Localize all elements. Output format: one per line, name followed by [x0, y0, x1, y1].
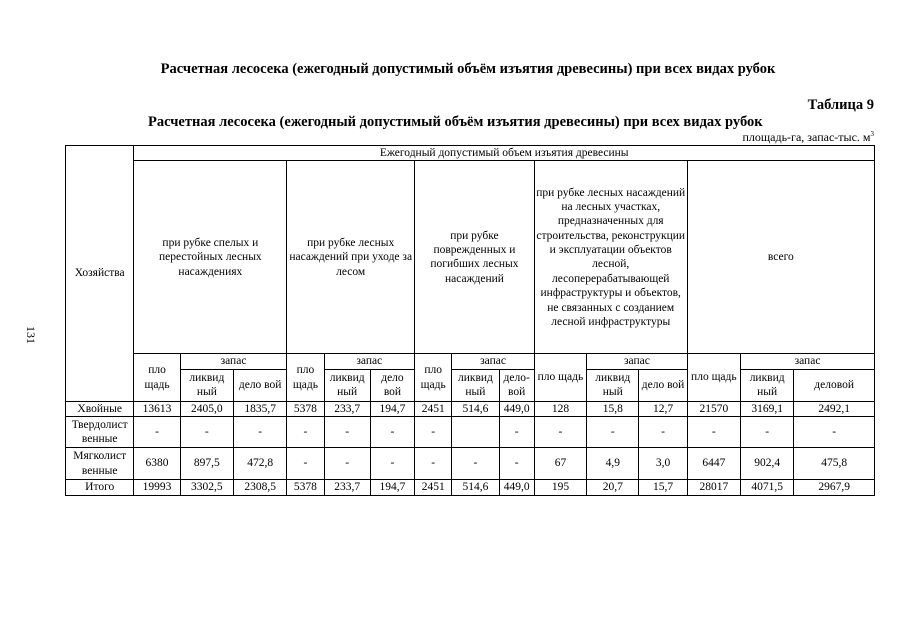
table-body	[66, 401, 875, 495]
table-cell: 2492,1	[794, 401, 875, 416]
table-cell: 28017	[687, 480, 740, 495]
table-cell: 5378	[287, 401, 324, 416]
main-header: Ежегодный допустимый объем изъятия древесины	[134, 146, 875, 161]
table-cell: 4071,5	[741, 480, 794, 495]
table-cell: 2967,9	[794, 480, 875, 495]
table-cell: 5378	[287, 480, 324, 495]
table-row	[66, 417, 875, 448]
area-header: пло щадь	[415, 354, 452, 401]
table-cell: 514,6	[452, 401, 499, 416]
table-cell: 233,7	[324, 401, 370, 416]
table-cell: 449,0	[499, 401, 534, 416]
table-cell: 472,8	[234, 448, 287, 480]
table-cell: -	[499, 417, 534, 448]
table-cell: 67	[534, 448, 586, 480]
stock-header: запас	[741, 354, 875, 369]
business-header: дело вой	[370, 369, 414, 401]
table-cell: 19993	[134, 480, 180, 495]
liquid-header: ликвид ный	[741, 369, 794, 401]
table-cell: -	[234, 417, 287, 448]
farm-header: Хозяйства	[66, 146, 134, 402]
table-cell: -	[287, 417, 324, 448]
document-title: Расчетная лесосека (ежегодный допустимый объём изъятия древесины) при всех видах рубок	[160, 61, 776, 77]
page-number: 131	[24, 326, 38, 344]
table-cell: 15,8	[587, 401, 639, 416]
table-cell: 2451	[415, 480, 452, 495]
table-cell: -	[587, 417, 639, 448]
group-header-2: при рубке лесных насаждений при уходе за лесом	[287, 161, 415, 354]
area-header: пло щадь	[287, 354, 324, 401]
table-cell: -	[370, 417, 414, 448]
business-header: дело вой	[234, 369, 287, 401]
table-row	[66, 448, 875, 480]
group-header-5: всего	[687, 161, 874, 354]
table-cell: 15,7	[639, 480, 687, 495]
table-cell: 2405,0	[180, 401, 233, 416]
row-label: Итого	[66, 480, 134, 495]
table-cell: 2308,5	[234, 480, 287, 495]
table-title: Расчетная лесосека (ежегодный допустимый объём изъятия древесины) при всех видах рубок	[148, 114, 763, 130]
row-label: Хвойные	[66, 401, 134, 416]
stock-header: запас	[324, 354, 415, 369]
table-cell: 3169,1	[741, 401, 794, 416]
table-cell: 6447	[687, 448, 740, 480]
table-cell: 475,8	[794, 448, 875, 480]
table-cell: -	[499, 448, 534, 480]
liquid-header: ликвид ный	[452, 369, 499, 401]
liquid-header: ликвид ный	[587, 369, 639, 401]
business-header: деловой	[794, 369, 875, 401]
stock-header: запас	[180, 354, 287, 369]
table-cell: -	[415, 417, 452, 448]
table-cell: -	[415, 448, 452, 480]
group-header-3: при рубке поврежденных и погибших лесных насаждений	[415, 161, 535, 354]
table-cell: -	[180, 417, 233, 448]
table-cell: 194,7	[370, 480, 414, 495]
table-cell: 902,4	[741, 448, 794, 480]
table-cell: -	[741, 417, 794, 448]
units-superscript: 3	[870, 130, 874, 138]
table-cell: 21570	[687, 401, 740, 416]
business-header: дело вой	[639, 369, 687, 401]
group-header-1: при рубке спелых и перестойных лесных насаждениях	[134, 161, 287, 354]
table-cell: 449,0	[499, 480, 534, 495]
table-cell: 12,7	[639, 401, 687, 416]
table-cell: -	[794, 417, 875, 448]
table-cell: 128	[534, 401, 586, 416]
table-cell: -	[324, 448, 370, 480]
table-cell: 4,9	[587, 448, 639, 480]
table-cell: 3,0	[639, 448, 687, 480]
table-cell: 194,7	[370, 401, 414, 416]
table-cell: 195	[534, 480, 586, 495]
group-header-4: при рубке лесных насаждений на лесных участках, предназначенных для строительства, реконструкции и эксплуатации объектов лесной, лесоперерабатывающей инфраструктуры и объектов, не связанных с созданием лесной инфраструктуры	[534, 161, 687, 354]
table-cell	[452, 417, 499, 448]
row-label: Твердолист венные	[66, 417, 134, 448]
table-row	[66, 401, 875, 416]
table-cell: -	[324, 417, 370, 448]
table-cell: 3302,5	[180, 480, 233, 495]
table-cell: 6380	[134, 448, 180, 480]
table-cell: -	[452, 448, 499, 480]
table-cell: 897,5	[180, 448, 233, 480]
area-header: пло щадь	[134, 354, 180, 401]
business-header: дело- вой	[499, 369, 534, 401]
table-row	[66, 480, 875, 495]
stock-header: запас	[452, 354, 534, 369]
table-cell: -	[687, 417, 740, 448]
table-cell: 20,7	[587, 480, 639, 495]
table-cell: -	[639, 417, 687, 448]
table-cell: 1835,7	[234, 401, 287, 416]
table-cell: -	[134, 417, 180, 448]
table-number: Таблица 9	[807, 97, 874, 113]
row-label: Мягколист венные	[66, 448, 134, 480]
liquid-header: ликвид ный	[324, 369, 370, 401]
logging-table	[65, 145, 875, 496]
area-header: пло щадь	[687, 354, 740, 401]
units-text: площадь-га, запас-тыс. м	[742, 130, 871, 144]
table-cell: 233,7	[324, 480, 370, 495]
units-note	[742, 130, 874, 145]
table-cell: -	[287, 448, 324, 480]
table-cell: -	[534, 417, 586, 448]
table-cell: 13613	[134, 401, 180, 416]
table-cell: 514,6	[452, 480, 499, 495]
liquid-header: ликвид ный	[180, 369, 233, 401]
table-cell: 2451	[415, 401, 452, 416]
stock-header: запас	[587, 354, 688, 369]
area-header: пло щадь	[534, 354, 586, 401]
table-cell: -	[370, 448, 414, 480]
